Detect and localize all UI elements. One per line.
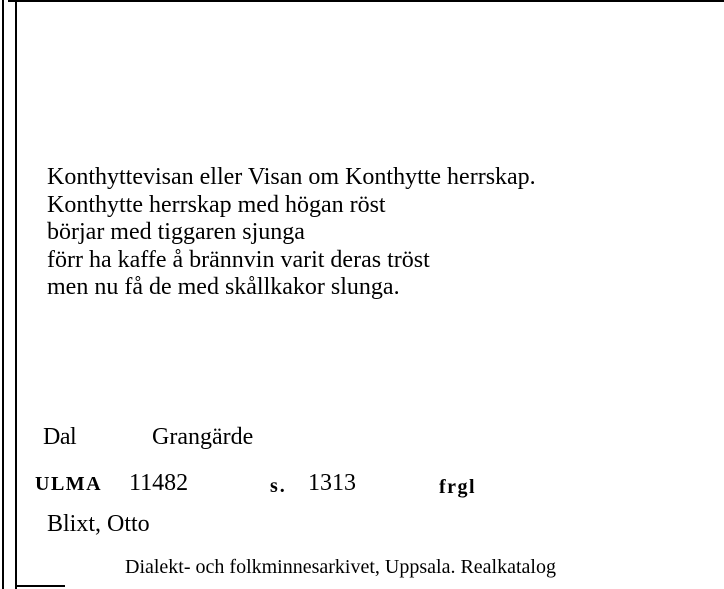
verse-text	[47, 164, 536, 302]
card-border-top	[8, 0, 724, 2]
category-code: frgl	[439, 476, 477, 498]
verse-line: börjar med tiggaren sjunga	[47, 219, 305, 245]
verse-line: Konthytte herrskap med högan röst	[47, 191, 386, 218]
parish: Grangärde	[152, 424, 254, 450]
verse-line: Konthyttevisan eller Visan om Konthytte herrskap.	[47, 164, 536, 190]
archive-number: 11482	[129, 470, 189, 496]
archive-label: ULMA	[35, 473, 103, 495]
region: Dal	[43, 424, 77, 450]
page-number: 1313	[308, 470, 356, 496]
verse-line: men nu få de med skållkakor slunga.	[47, 274, 400, 300]
card-border-bottom	[15, 585, 65, 587]
informant-name: Blixt, Otto	[47, 511, 150, 537]
card-border-left-inner	[15, 0, 17, 589]
page-label: s.	[270, 475, 287, 497]
card-border-left-outer	[2, 0, 4, 589]
verse-line: förr ha kaffe å brännvin varit deras tröst	[47, 246, 430, 273]
archive-footer: Dialekt- och folkminnesarkivet, Uppsala. Realkatalog	[125, 556, 556, 578]
